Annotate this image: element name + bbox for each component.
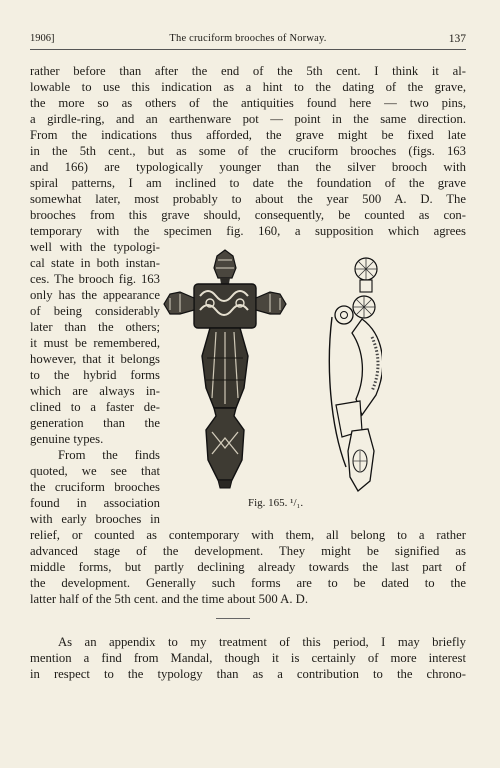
text-line: and 166) are typologically younger than the silver brooch with [30,160,466,174]
text-line: mention a find from Mandal, though it is certainly of more interest [30,651,466,665]
text-line: genuine types. [30,432,104,446]
text-line: which are always in- [30,384,160,398]
text-line: cal state in both instan- [30,256,160,270]
text-line: well with the typologi- [30,240,160,254]
text-line: the cruciform brooches [30,480,160,494]
text-line: spiral patterns, I am inclined to date the foundation of the grave [30,176,466,190]
figure-caption: Fig. 165. ¹/₁. [248,497,304,509]
brooch-front-illustration [160,248,295,493]
running-head [30,32,466,46]
text-line: found in association [30,496,160,510]
text-line: in respect to the typology than as a contribution to the chrono- [30,667,466,681]
text-line: the more so as others of the antiquities found here — two pins, [30,96,466,110]
text-line: temporary with the specimen fig. 160, a supposition which agrees [30,224,466,238]
text-line: ces. The brooch fig. 163 [30,272,160,286]
text-line: with early brooches in [30,512,160,526]
text-line: advanced stage of the development. They might be signified as [30,544,466,558]
text-line: however, that it belongs [30,352,160,366]
text-line: generation than the [30,416,160,430]
text-line: later than the others; [30,320,160,334]
text-line: the development. Generally such forms are to be dated to the [30,576,466,590]
text-line: in the 5th cent., but as some of the cruciform brooches (figs. 163 [30,144,466,158]
header-rule [30,49,466,50]
text-line: brooches from this grave should, consequently, be counted as con- [30,208,466,222]
header-year: 1906] [30,33,55,44]
text-line: of being considerably [30,304,160,318]
text-line: quoted, we see that [30,464,160,478]
text-line: only has the appearance [30,288,160,302]
text-line: middle forms, but partly declining already towards the last part of [30,560,466,574]
text-line: latter half of the 5th cent. and the time about 500 A. D. [30,592,308,606]
text-line: lowable to use this indication as a hint to the dating of the grave, [30,80,466,94]
text-line: From the finds [58,448,160,462]
text-line: From the indications thus afforded, the grave might be fixed late [30,128,466,142]
section-separator [216,618,250,619]
text-line: clined to a faster de- [30,400,160,414]
text-line: relief, or counted as contemporary with them, all belong to a rather [30,528,466,542]
text-line: to the hybrid forms [30,368,160,382]
text-line: a girdle-ring, and an earthenware pot — point in the same direction. [30,112,466,126]
text-line: rather before than after the end of the 5th cent. I think it al- [30,64,466,78]
text-line: it must be remembered, [30,336,160,350]
text-line: As an appendix to my treatment of this period, I may briefly [58,635,466,649]
page-number: 137 [448,33,466,45]
brooch-profile-illustration [322,255,382,493]
text-line: somewhat later, most probably to about the year 500 A. D. The [30,192,466,206]
header-title: The cruciform brooches of Norway. [169,33,327,44]
